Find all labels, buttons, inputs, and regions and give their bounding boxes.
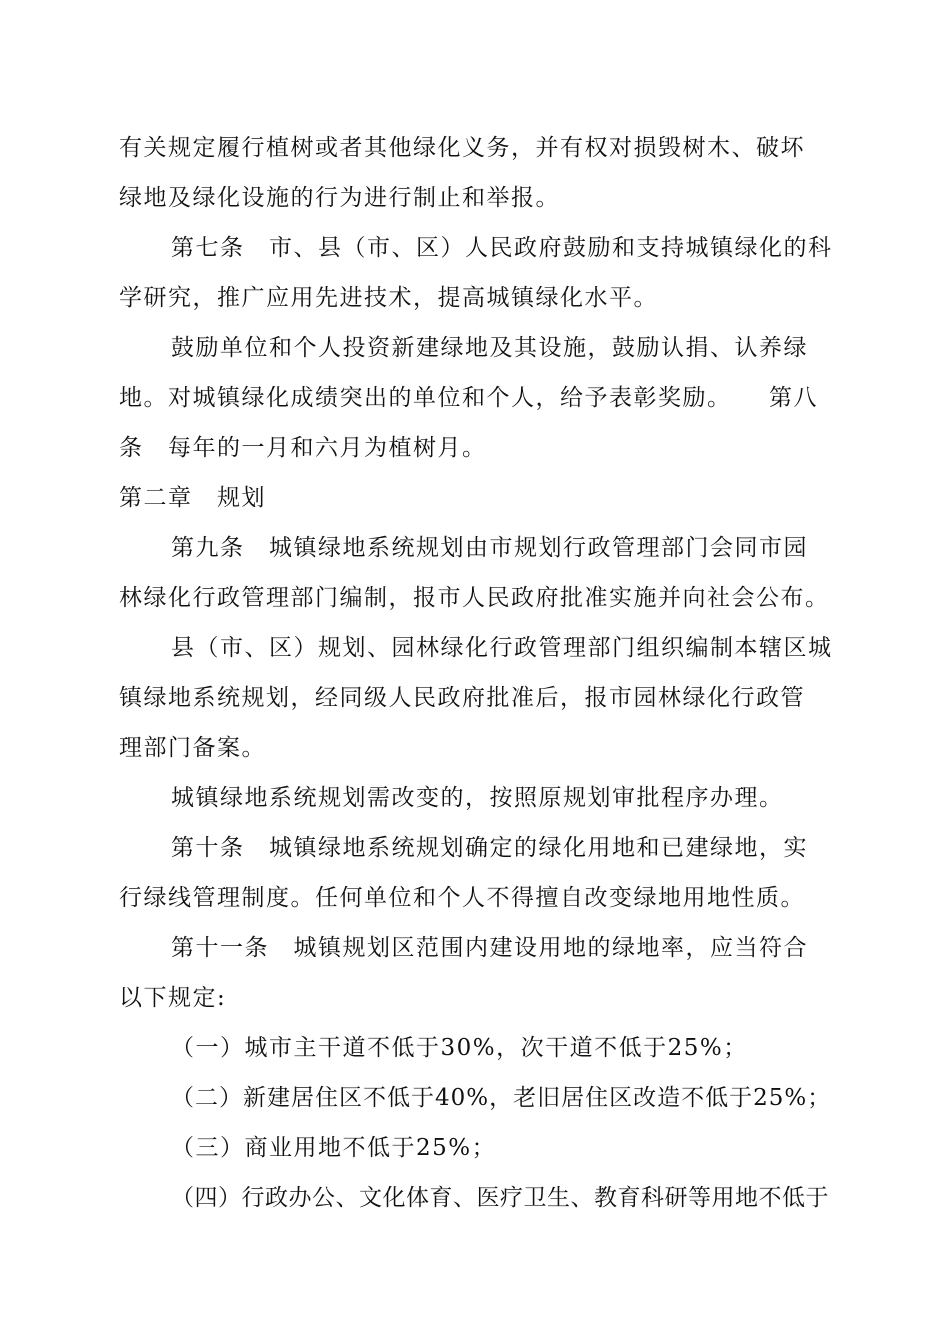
text-line: 理部门备案。 (119, 735, 266, 761)
text-line: 有关规定履行植树或者其他绿化义务，并有权对损毁树木、破坏 (119, 135, 805, 161)
text-line: 林绿化行政管理部门编制，报市人民政府批准实施并向社会公布。 (119, 585, 830, 611)
article-11-line: 第十一条 城镇规划区范围内建设用地的绿地率，应当符合 (171, 935, 808, 961)
list-item-2: （二）新建居住区不低于40%，老旧居住区改造不低于25%； (171, 1085, 832, 1111)
text-line: 学研究，推广应用先进技术，提高城镇绿化水平。 (119, 285, 658, 311)
list-item-3: （三）商业用地不低于25%； (171, 1135, 497, 1161)
article-7-line: 第七条 市、县（市、区）人民政府鼓励和支持城镇绿化的科 (171, 235, 833, 261)
text-line: 镇绿地系统规划，经同级人民政府批准后，报市园林绿化行政管 (119, 685, 805, 711)
text-line: 城镇绿地系统规划需改变的，按照原规划审批程序办理。 (171, 785, 784, 811)
article-10-line: 第十条 城镇绿地系统规划确定的绿化用地和已建绿地，实 (171, 835, 808, 861)
list-item-4: （四）行政办公、文化体育、医疗卫生、教育科研等用地不低于 (171, 1185, 829, 1211)
text-line: 地。对城镇绿化成绩突出的单位和个人，给予表彰奖励。 第八 (119, 385, 818, 411)
text-line: 鼓励单位和个人投资新建绿地及其设施，鼓励认捐、认养绿 (171, 335, 808, 361)
chapter-heading: 第二章 规划 (119, 485, 266, 511)
text-line: 县（市、区）规划、园林绿化行政管理部门组织编制本辖区城 (171, 635, 833, 661)
text-line: 以下规定: (119, 985, 227, 1011)
text-line: 行绿线管理制度。任何单位和个人不得擅自改变绿地用地性质。 (119, 885, 805, 911)
article-9-line: 第九条 城镇绿地系统规划由市规划行政管理部门会同市园 (171, 535, 808, 561)
list-item-1: （一）城市主干道不低于30%，次干道不低于25%； (171, 1035, 748, 1061)
article-8-line: 条 每年的一月和六月为植树月。 (119, 435, 487, 461)
text-line: 绿地及绿化设施的行为进行制止和举报。 (119, 185, 560, 211)
